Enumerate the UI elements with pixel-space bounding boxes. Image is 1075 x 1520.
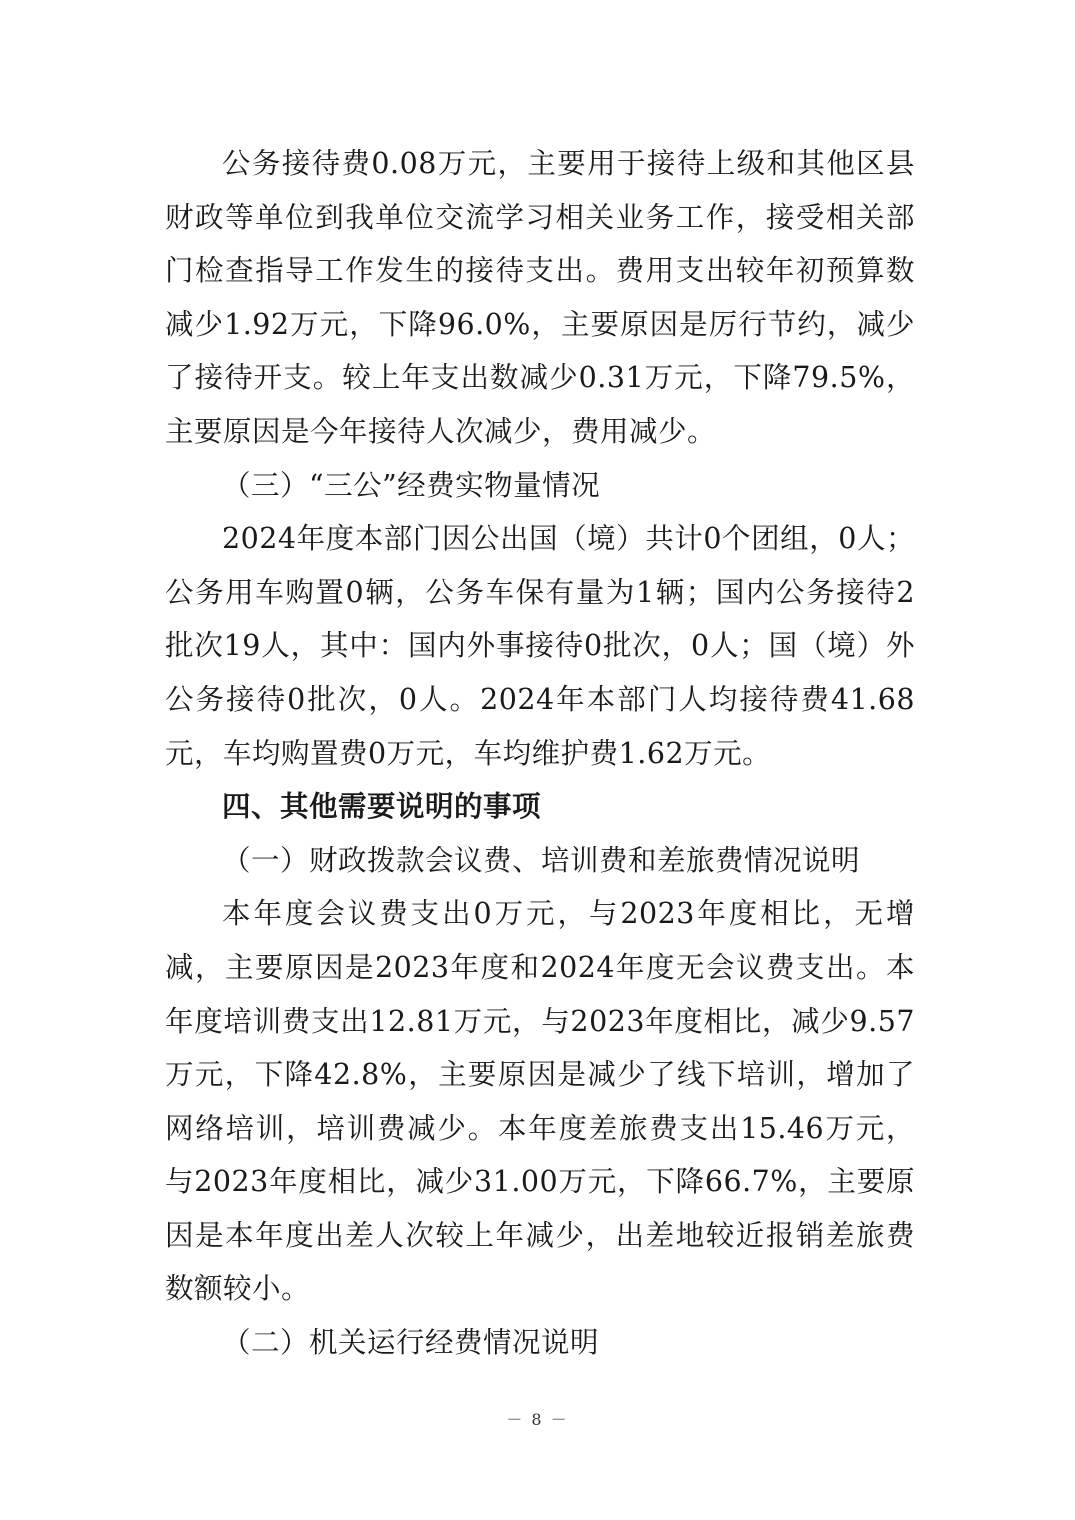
page-number: － 8 －: [506, 1410, 569, 1429]
paragraph-reception-expense: 公务接待费0.08万元，主要用于接待上级和其他区县财政等单位到我单位交流学习相关业务工作，接受相关部门检查指导工作发生的接待支出。费用支出较年初预算数减少1.92万元，下降96.0%，主要原因是厉行节约，减少了接待开支。较上年支出数减少0.31万元，下降79.5%，主要原因是今年接待人次减少，费用减少。: [165, 147, 915, 448]
subheading-meeting-training-travel: （一）财政拨款会议费、培训费和差旅费情况说明: [222, 843, 861, 877]
paragraph-meeting-training-travel: 本年度会议费支出0万元，与2023年度相比，无增减，主要原因是2023年度和2024年度无会议费支出。本年度培训费支出12.81万元，与2023年度相比，减少9.57万元，下降42.8%，主要原因是减少了线下培训，增加了网络培训，培训费减少。本年度差旅费支出15.46万元，与2023年度相比，减少31.00万元，下降66.7%，主要原因是本年度出差人次较上年减少，出差地较近报销差旅费数额较小。: [165, 897, 915, 1306]
subheading-operating-expenses: （二）机关运行经费情况说明: [222, 1326, 600, 1360]
section-heading-other-matters: 四、其他需要说明的事项: [222, 789, 542, 824]
paragraph-physical-quantities: 2024年度本部门因公出国（境）共计0个团组，0人；公务用车购置0辆，公务车保有量为1辆；国内公务接待2批次19人，其中：国内外事接待0批次，0人；国（境）外公务接待0批次，0人。2024年本部门人均接待费41.68元，车均购置费0万元，车均维护费1.62万元。: [165, 522, 915, 770]
subheading-three-public-physical: （三）“三公”经费实物量情况: [222, 468, 601, 502]
document-body: [165, 137, 915, 1370]
